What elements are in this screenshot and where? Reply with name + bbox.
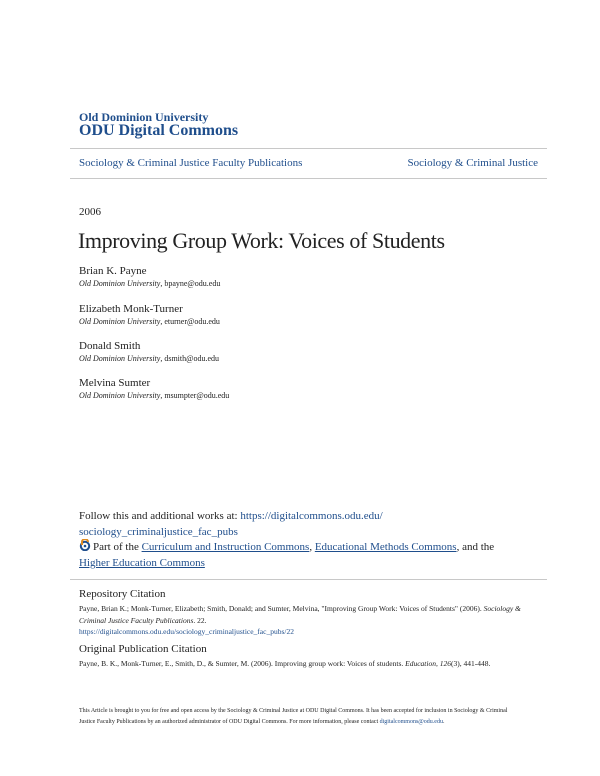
footer-text-end: . [442, 719, 445, 725]
repository-name[interactable]: ODU Digital Commons [79, 122, 239, 139]
follow-prefix: Follow this and additional works at: [79, 510, 241, 522]
publication-year: 2006 [79, 206, 101, 218]
repository-citation-heading: Repository Citation [79, 588, 166, 600]
author-name: Elizabeth Monk-Turner [79, 303, 183, 315]
author-email: , dsmith@odu.edu [160, 354, 220, 363]
citation-divider [70, 579, 547, 580]
department-link[interactable]: Sociology & Criminal Justice [407, 157, 538, 169]
author-affiliation [79, 354, 219, 363]
author-block [79, 265, 220, 288]
orig-citation-journal: Education, 126 [405, 659, 451, 668]
partof-prefix: Part of the [93, 541, 142, 553]
author-affiliation [79, 317, 220, 326]
part-of-text [79, 539, 529, 571]
citation-text: Payne, Brian K.; Monk-Turner, Elizabeth; Smith, Donald; and Sumter, Melvina, "Improving Group Work: Voices of Students" (2006). [79, 604, 482, 613]
curriculum-commons-link[interactable]: Curriculum and Instruction Commons [141, 541, 310, 553]
affiliation-name: Old Dominion University [79, 317, 161, 326]
citation-series-tail: . 22. [193, 615, 207, 625]
follow-text [79, 508, 519, 540]
author-email: , bpayne@odu.edu [160, 279, 221, 288]
author-name: Brian K. Payne [79, 265, 147, 277]
author-name: Melvina Sumter [79, 377, 151, 389]
orig-citation-text: Payne, B. K., Monk-Turner, E., Smith, D., & Sumter, M. (2006). Improving group work: Voices of students. [79, 659, 406, 668]
author-block [79, 303, 220, 326]
author-block [79, 340, 219, 363]
author-email: , eturner@odu.edu [160, 317, 220, 326]
author-name: Donald Smith [79, 340, 141, 352]
follow-link-line1: https://digitalcommons.odu.edu/ [240, 510, 383, 522]
open-access-icon [79, 539, 91, 551]
collection-link[interactable]: Sociology & Criminal Justice Faculty Publications [79, 157, 303, 169]
citation-series: Sociology & Criminal Justice Faculty Publications [79, 604, 521, 625]
footer-notice [79, 706, 519, 728]
page-title: Improving Group Work: Voices of Students [78, 228, 445, 253]
affiliation-name: Old Dominion University [79, 354, 161, 363]
university-name: Old Dominion University [79, 110, 209, 124]
original-citation-text [79, 658, 539, 670]
partof-sep: , [309, 541, 315, 553]
educational-methods-commons-link[interactable]: Educational Methods Commons [314, 541, 457, 553]
footer-text: This Article is brought to you for free and open access by the Sociology & Criminal Justice at ODU Digital Commons. It has been accepted for inclusion in Sociology & Criminal Justice Faculty Publications by an authorized administrator of ODU Digital Commons. For more information, please contact [79, 708, 508, 725]
citation-url-link[interactable]: https://digitalcommons.odu.edu/sociology_criminaljustice_fac_pubs/22 [79, 627, 294, 636]
orig-citation-tail: (3), 441-448. [450, 659, 491, 668]
author-email: , msumpter@odu.edu [160, 391, 230, 400]
partof-mid: , and the [456, 541, 495, 553]
author-affiliation [79, 391, 229, 400]
author-affiliation [79, 279, 220, 288]
affiliation-name: Old Dominion University [79, 279, 161, 288]
original-citation-heading: Original Publication Citation [79, 643, 207, 655]
follow-link-line2: sociology_criminaljustice_fac_pubs [79, 526, 238, 538]
affiliation-name: Old Dominion University [79, 391, 161, 400]
repository-citation-text [79, 603, 539, 638]
header-divider [70, 148, 547, 149]
contact-email-link[interactable]: digitalcommons@odu.edu [379, 719, 443, 725]
author-block [79, 377, 229, 400]
higher-education-commons-link[interactable]: Higher Education Commons [79, 557, 205, 569]
nav-divider [70, 178, 547, 179]
